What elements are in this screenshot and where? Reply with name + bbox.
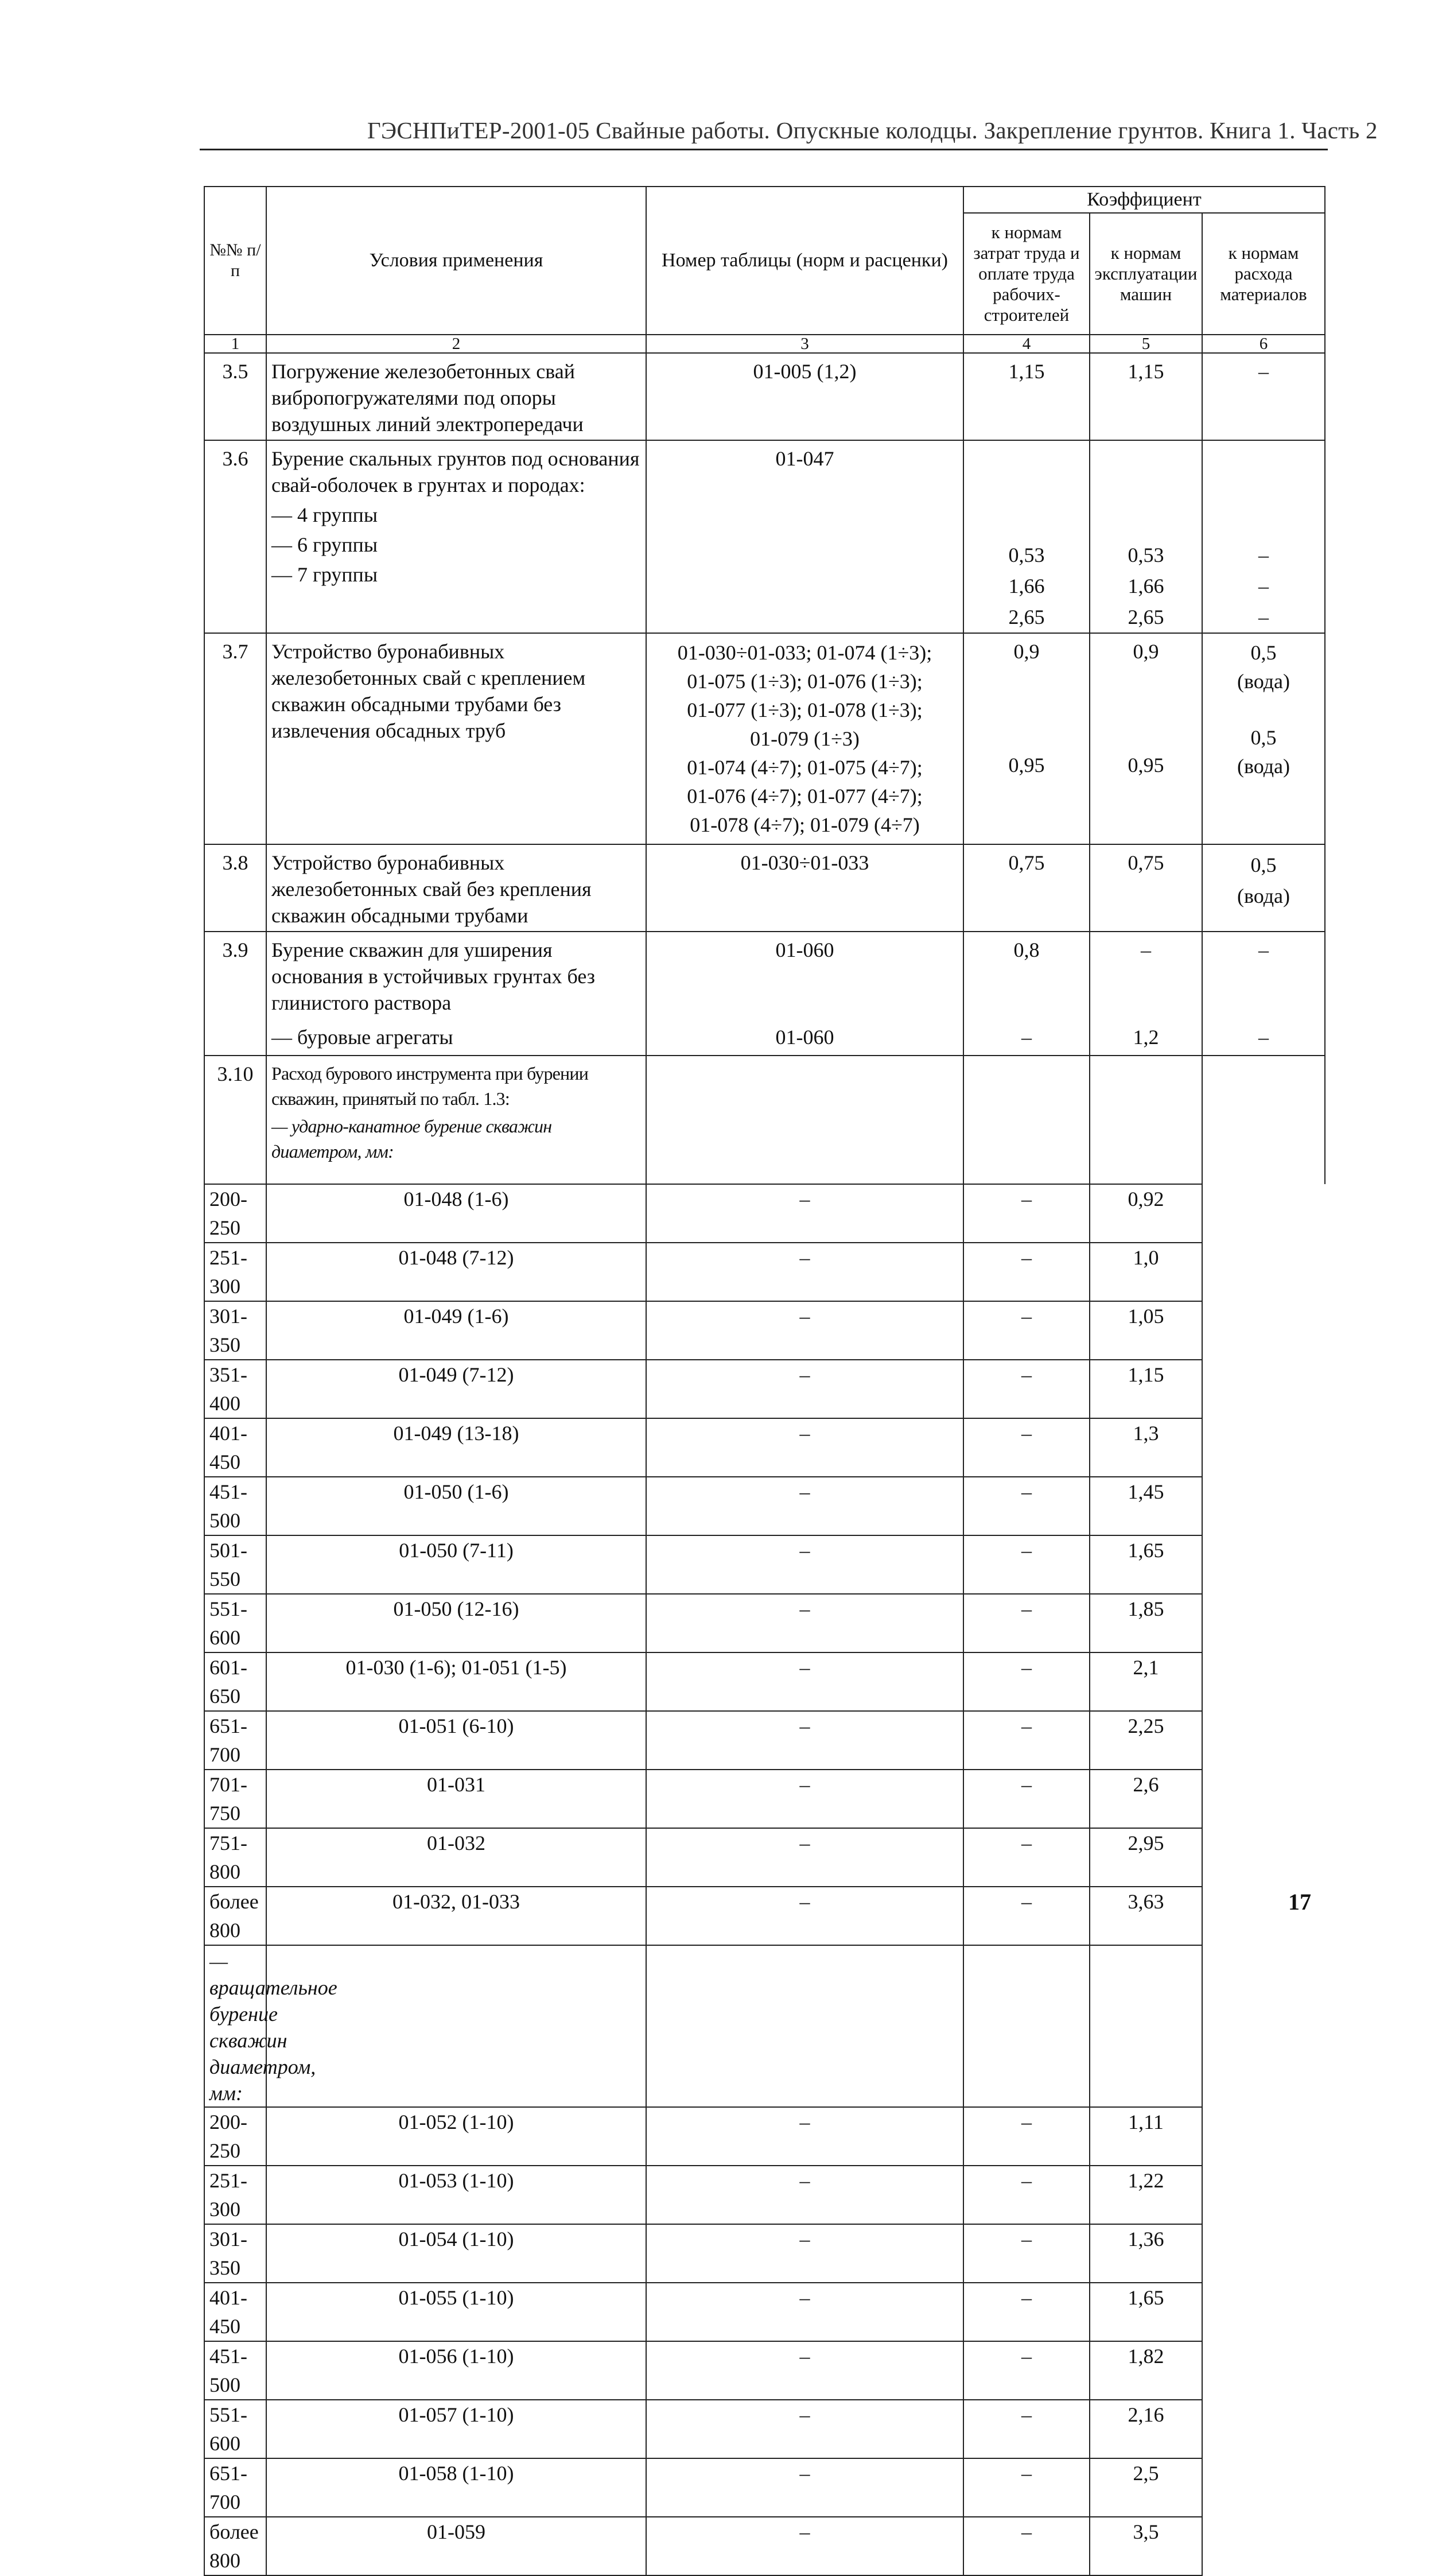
row-no: 3.8 bbox=[204, 844, 266, 932]
row-code: 01-050 (7-11) bbox=[266, 1535, 646, 1594]
row-condition-text: Бурение скважин для уширения основания в устойчивых грунтах без глинистого раствора bbox=[271, 938, 595, 1014]
row-k-materials: 2,16 bbox=[1090, 2400, 1202, 2458]
table-row bbox=[204, 440, 1325, 633]
row-code bbox=[646, 633, 963, 844]
diameter-cell: 601-650 bbox=[204, 1652, 266, 1711]
row-code: 01-050 (1-6) bbox=[266, 1477, 646, 1535]
header-k-labor: к нормам затрат труда и оплате труда рабочих-строителей bbox=[963, 213, 1090, 335]
row-k-labor: – bbox=[646, 1711, 963, 1770]
col-number: 4 bbox=[963, 335, 1090, 353]
row-k-materials: – bbox=[1202, 353, 1325, 440]
table-row bbox=[204, 1535, 1325, 1594]
row-k-labor: – bbox=[646, 2517, 963, 2575]
row-k-materials: 1,05 bbox=[1090, 1301, 1202, 1360]
row-k-machines: – bbox=[963, 2400, 1090, 2458]
row-k-labor: – bbox=[646, 2107, 963, 2166]
value: – bbox=[1258, 606, 1269, 629]
table-row bbox=[204, 844, 1325, 932]
row-k-machines bbox=[1090, 633, 1202, 844]
table-row bbox=[204, 1770, 1325, 1828]
row-k-materials: 1,22 bbox=[1090, 2166, 1202, 2224]
value: 0,53 bbox=[1008, 544, 1045, 567]
percussion-rows bbox=[204, 1184, 1325, 1945]
value: 0,9 bbox=[1013, 640, 1040, 663]
row-k-labor: – bbox=[646, 2283, 963, 2341]
row-code: 01-053 (1-10) bbox=[266, 2166, 646, 2224]
row-code bbox=[646, 932, 963, 1056]
value: 0,8 bbox=[1013, 938, 1040, 961]
diameter-cell: 551-600 bbox=[204, 2400, 266, 2458]
code-line: 01-077 (1÷3); 01-078 (1÷3); bbox=[687, 699, 923, 721]
row-k-machines: – bbox=[963, 2458, 1090, 2517]
row-k-labor: – bbox=[646, 2458, 963, 2517]
value: – bbox=[1141, 938, 1151, 961]
row-code: 01-056 (1-10) bbox=[266, 2341, 646, 2400]
row-k-materials: 3,63 bbox=[1090, 1887, 1202, 1945]
table-row bbox=[204, 2224, 1325, 2283]
row-code: 01-005 (1,2) bbox=[646, 353, 963, 440]
diameter-cell: 301-350 bbox=[204, 1301, 266, 1360]
row-k-materials: 1,15 bbox=[1090, 1360, 1202, 1418]
value: 1,2 bbox=[1133, 1026, 1159, 1049]
row-k-materials: 1,45 bbox=[1090, 1477, 1202, 1535]
row-k-labor: – bbox=[646, 1184, 963, 1243]
row-k-machines: – bbox=[963, 1243, 1090, 1301]
value: – bbox=[1258, 938, 1269, 961]
table-row bbox=[204, 1360, 1325, 1418]
table-row bbox=[204, 2517, 1325, 2575]
table-row bbox=[204, 1828, 1325, 1887]
row-condition bbox=[266, 932, 646, 1056]
row-k-machines bbox=[1090, 932, 1202, 1056]
row-k-labor: – bbox=[646, 1477, 963, 1535]
empty-cell bbox=[963, 1945, 1090, 2107]
table-row bbox=[204, 932, 1325, 1056]
diameter-cell: 251-300 bbox=[204, 1243, 266, 1301]
row-k-machines: – bbox=[963, 1887, 1090, 1945]
value: 0,9 bbox=[1133, 640, 1159, 663]
diameter-cell: 301-350 bbox=[204, 2224, 266, 2283]
row-k-machines: – bbox=[963, 2224, 1090, 2283]
row-code: 01-032, 01-033 bbox=[266, 1887, 646, 1945]
diameter-cell: 651-700 bbox=[204, 1711, 266, 1770]
row-k-machines: – bbox=[963, 1184, 1090, 1243]
table-row bbox=[204, 1594, 1325, 1652]
row-k-labor: – bbox=[646, 2400, 963, 2458]
row-k-materials: 2,95 bbox=[1090, 1828, 1202, 1887]
row-condition bbox=[266, 440, 646, 633]
diameter-cell: 451-500 bbox=[204, 2341, 266, 2400]
row-k-machines: – bbox=[963, 1535, 1090, 1594]
row-k-machines: 1,15 bbox=[1090, 353, 1202, 440]
table-row bbox=[204, 1711, 1325, 1770]
row-condition bbox=[266, 1056, 646, 1184]
table-row bbox=[204, 2341, 1325, 2400]
col-number: 1 bbox=[204, 335, 266, 353]
table-row bbox=[204, 1418, 1325, 1477]
row-k-labor: – bbox=[646, 2224, 963, 2283]
diameter-cell: более 800 bbox=[204, 1887, 266, 1945]
value: 0,5 bbox=[1250, 854, 1277, 876]
row-k-machines: – bbox=[963, 2283, 1090, 2341]
value: 2,65 bbox=[1008, 606, 1045, 629]
row-code: 01-052 (1-10) bbox=[266, 2107, 646, 2166]
code-line: 01-075 (1÷3); 01-076 (1÷3); bbox=[687, 670, 923, 693]
empty-cell bbox=[266, 1945, 646, 2107]
row-k-materials: 1,36 bbox=[1090, 2224, 1202, 2283]
row-code: 01-049 (1-6) bbox=[266, 1301, 646, 1360]
subsection-title: — ударно-канатное бурение скважин диаметром, мм: bbox=[271, 1116, 552, 1162]
row-condition: Погружение железобетонных свай вибропогружателями под опоры воздушных линий электропередачи bbox=[266, 353, 646, 440]
row-no: 3.5 bbox=[204, 353, 266, 440]
row-k-labor: – bbox=[646, 1652, 963, 1711]
diameter-cell: 651-700 bbox=[204, 2458, 266, 2517]
coefficients-table bbox=[204, 186, 1326, 2576]
row-k-machines: – bbox=[963, 1594, 1090, 1652]
table-row bbox=[204, 1652, 1325, 1711]
diameter-cell: более 800 bbox=[204, 2517, 266, 2575]
row-code: 01-049 (13-18) bbox=[266, 1418, 646, 1477]
row-k-labor: 0,75 bbox=[963, 844, 1090, 932]
value: – bbox=[1021, 1026, 1032, 1049]
row-code: 01-049 (7-12) bbox=[266, 1360, 646, 1418]
row-k-materials: 1,0 bbox=[1090, 1243, 1202, 1301]
row-k-labor: – bbox=[646, 1828, 963, 1887]
row-k-materials bbox=[1202, 440, 1325, 633]
table-row bbox=[204, 1887, 1325, 1945]
empty-cell bbox=[1090, 1056, 1202, 1184]
code-line: 01-074 (4÷7); 01-075 (4÷7); bbox=[687, 756, 923, 779]
table-row bbox=[204, 2107, 1325, 2166]
sub-item: — буровые агрегаты bbox=[271, 1026, 453, 1049]
value: (вода) bbox=[1237, 755, 1290, 778]
row-condition-text: Расход бурового инструмента при бурении скважин, принятый по табл. 1.3: bbox=[271, 1063, 589, 1109]
row-k-materials: 1,85 bbox=[1090, 1594, 1202, 1652]
row-code: 01-047 bbox=[646, 440, 963, 633]
value: 1,66 bbox=[1008, 575, 1045, 598]
page-number: 17 bbox=[1288, 1889, 1311, 1915]
row-k-labor: – bbox=[646, 1243, 963, 1301]
row-code: 01-054 (1-10) bbox=[266, 2224, 646, 2283]
row-k-machines: – bbox=[963, 1477, 1090, 1535]
diameter-cell: 200-250 bbox=[204, 2107, 266, 2166]
value: – bbox=[1258, 544, 1269, 567]
value: – bbox=[1258, 575, 1269, 598]
diameter-cell: 451-500 bbox=[204, 1477, 266, 1535]
rotary-rows bbox=[204, 2107, 1325, 2575]
row-k-materials: 2,25 bbox=[1090, 1711, 1202, 1770]
header-k-machines: к нормам эксплуатации машин bbox=[1090, 213, 1202, 335]
sub-item: — 7 группы bbox=[271, 563, 378, 586]
row-k-labor: – bbox=[646, 1301, 963, 1360]
row-k-materials bbox=[1202, 633, 1325, 844]
col-number: 5 bbox=[1090, 335, 1202, 353]
table-row bbox=[204, 2400, 1325, 2458]
empty-cell bbox=[1090, 1945, 1202, 2107]
col-number: 2 bbox=[266, 335, 646, 353]
row-k-labor bbox=[963, 440, 1090, 633]
row-k-labor: – bbox=[646, 2341, 963, 2400]
diameter-cell: 551-600 bbox=[204, 1594, 266, 1652]
row-k-materials: 1,82 bbox=[1090, 2341, 1202, 2400]
header-coefficient: Коэффициент bbox=[963, 187, 1325, 213]
table-row bbox=[204, 353, 1325, 440]
table-row bbox=[204, 2458, 1325, 2517]
row-k-labor: – bbox=[646, 1418, 963, 1477]
row-condition: Устройство буронабивных железобетонных свай без крепления скважин обсадными трубами bbox=[266, 844, 646, 932]
sub-item: — 6 группы bbox=[271, 533, 378, 556]
table-row bbox=[204, 1056, 1325, 1184]
value: 2,65 bbox=[1128, 606, 1164, 629]
diameter-cell: 251-300 bbox=[204, 2166, 266, 2224]
row-code: 01-048 (7-12) bbox=[266, 1243, 646, 1301]
row-code: 01-050 (12-16) bbox=[266, 1594, 646, 1652]
running-header: ГЭСНПиТЕР-2001-05 Свайные работы. Опускные колодцы. Закрепление грунтов. Книга 1. Часть 2 bbox=[367, 117, 1378, 143]
col-number: 6 bbox=[1202, 335, 1325, 353]
row-code: 01-048 (1-6) bbox=[266, 1184, 646, 1243]
row-code: 01-032 bbox=[266, 1828, 646, 1887]
value: 0,53 bbox=[1128, 544, 1164, 567]
row-k-machines: – bbox=[963, 2166, 1090, 2224]
row-k-labor: – bbox=[646, 1594, 963, 1652]
row-k-labor: – bbox=[646, 2166, 963, 2224]
row-k-materials bbox=[1202, 844, 1325, 932]
diameter-cell: 401-450 bbox=[204, 1418, 266, 1477]
row-code: 01-051 (6-10) bbox=[266, 1711, 646, 1770]
value: 0,95 bbox=[1008, 754, 1045, 777]
row-k-labor: – bbox=[646, 1535, 963, 1594]
value: (вода) bbox=[1237, 670, 1290, 693]
header-table-number: Номер таблицы (норм и расценки) bbox=[646, 187, 963, 335]
table-row bbox=[204, 633, 1325, 844]
row-condition: Устройство буронабивных железобетонных свай с креплением скважин обсадными трубами без извлечения обсадных труб bbox=[266, 633, 646, 844]
row-k-machines: – bbox=[963, 1828, 1090, 1887]
table-row bbox=[204, 1945, 1325, 2107]
diameter-cell: 751-800 bbox=[204, 1828, 266, 1887]
subsection-title: — вращательное бурение скважин диаметром, мм: bbox=[204, 1945, 266, 2107]
row-code: 01-059 bbox=[266, 2517, 646, 2575]
row-no: 3.6 bbox=[204, 440, 266, 633]
row-k-machines: – bbox=[963, 1711, 1090, 1770]
row-k-materials: 3,5 bbox=[1090, 2517, 1202, 2575]
value: 0,5 bbox=[1250, 641, 1277, 664]
row-k-materials: 0,92 bbox=[1090, 1184, 1202, 1243]
row-no: 3.10 bbox=[204, 1056, 266, 1184]
row-k-machines: – bbox=[963, 1360, 1090, 1418]
row-k-materials: 2,1 bbox=[1090, 1652, 1202, 1711]
code-line: 01-078 (4÷7); 01-079 (4÷7) bbox=[690, 813, 920, 836]
row-condition-text: Бурение скальных грунтов под основания свай-оболочек в грунтах и породах: bbox=[271, 447, 640, 496]
row-k-labor: – bbox=[646, 1770, 963, 1828]
row-k-machines: – bbox=[963, 1418, 1090, 1477]
value: 01-060 bbox=[775, 1026, 834, 1049]
row-k-labor: 1,15 bbox=[963, 353, 1090, 440]
diameter-cell: 701-750 bbox=[204, 1770, 266, 1828]
value: 0,5 bbox=[1250, 726, 1277, 749]
row-k-machines: – bbox=[963, 2341, 1090, 2400]
row-code: 01-031 bbox=[266, 1770, 646, 1828]
value: – bbox=[1258, 1026, 1269, 1049]
row-k-machines: – bbox=[963, 1770, 1090, 1828]
diameter-cell: 200-250 bbox=[204, 1184, 266, 1243]
row-k-labor: – bbox=[646, 1360, 963, 1418]
row-k-materials: 2,5 bbox=[1090, 2458, 1202, 2517]
row-k-machines: – bbox=[963, 1652, 1090, 1711]
row-code: 01-055 (1-10) bbox=[266, 2283, 646, 2341]
row-k-labor: – bbox=[646, 1887, 963, 1945]
row-k-machines: – bbox=[963, 2107, 1090, 2166]
table-row bbox=[204, 2166, 1325, 2224]
header-no: №№ п/п bbox=[204, 187, 266, 335]
row-k-labor bbox=[963, 932, 1090, 1056]
table-row bbox=[204, 1301, 1325, 1360]
row-code: 01-030 (1-6); 01-051 (1-5) bbox=[266, 1652, 646, 1711]
value: 01-060 bbox=[775, 938, 834, 961]
row-k-labor bbox=[963, 633, 1090, 844]
row-k-machines: 0,75 bbox=[1090, 844, 1202, 932]
row-k-materials: 1,65 bbox=[1090, 1535, 1202, 1594]
row-k-machines bbox=[1090, 440, 1202, 633]
row-k-machines: – bbox=[963, 1301, 1090, 1360]
row-k-materials: 1,3 bbox=[1090, 1418, 1202, 1477]
table-row bbox=[204, 1184, 1325, 1243]
row-no: 3.7 bbox=[204, 633, 266, 844]
code-line: 01-076 (4÷7); 01-077 (4÷7); bbox=[687, 785, 923, 808]
header-k-materials: к нормам расхода материалов bbox=[1202, 213, 1325, 335]
row-k-machines: – bbox=[963, 2517, 1090, 2575]
code-line: 01-079 (1÷3) bbox=[750, 727, 860, 750]
table-row bbox=[204, 1477, 1325, 1535]
row-code: 01-057 (1-10) bbox=[266, 2400, 646, 2458]
row-code: 01-058 (1-10) bbox=[266, 2458, 646, 2517]
empty-cell bbox=[646, 1945, 963, 2107]
empty-cell bbox=[963, 1056, 1090, 1184]
value: 1,66 bbox=[1128, 575, 1164, 598]
table-header-row bbox=[204, 187, 1325, 213]
diameter-cell: 401-450 bbox=[204, 2283, 266, 2341]
value: (вода) bbox=[1237, 884, 1290, 907]
empty-cell bbox=[646, 1056, 963, 1184]
diameter-cell: 501-550 bbox=[204, 1535, 266, 1594]
table-row bbox=[204, 2283, 1325, 2341]
row-k-materials: 2,6 bbox=[1090, 1770, 1202, 1828]
col-number: 3 bbox=[646, 335, 963, 353]
row-k-materials: 1,11 bbox=[1090, 2107, 1202, 2166]
sub-item: — 4 группы bbox=[271, 503, 378, 526]
row-k-materials bbox=[1202, 932, 1325, 1056]
row-no: 3.9 bbox=[204, 932, 266, 1056]
row-code: 01-030÷01-033 bbox=[646, 844, 963, 932]
column-number-row bbox=[204, 335, 1325, 353]
header-rule bbox=[200, 149, 1328, 150]
header-conditions: Условия применения bbox=[266, 187, 646, 335]
value: 0,95 bbox=[1128, 754, 1164, 777]
table-row bbox=[204, 1243, 1325, 1301]
diameter-cell: 351-400 bbox=[204, 1360, 266, 1418]
row-k-materials: 1,65 bbox=[1090, 2283, 1202, 2341]
code-line: 01-030÷01-033; 01-074 (1÷3); bbox=[677, 641, 932, 664]
empty-cell bbox=[1202, 1056, 1325, 1184]
